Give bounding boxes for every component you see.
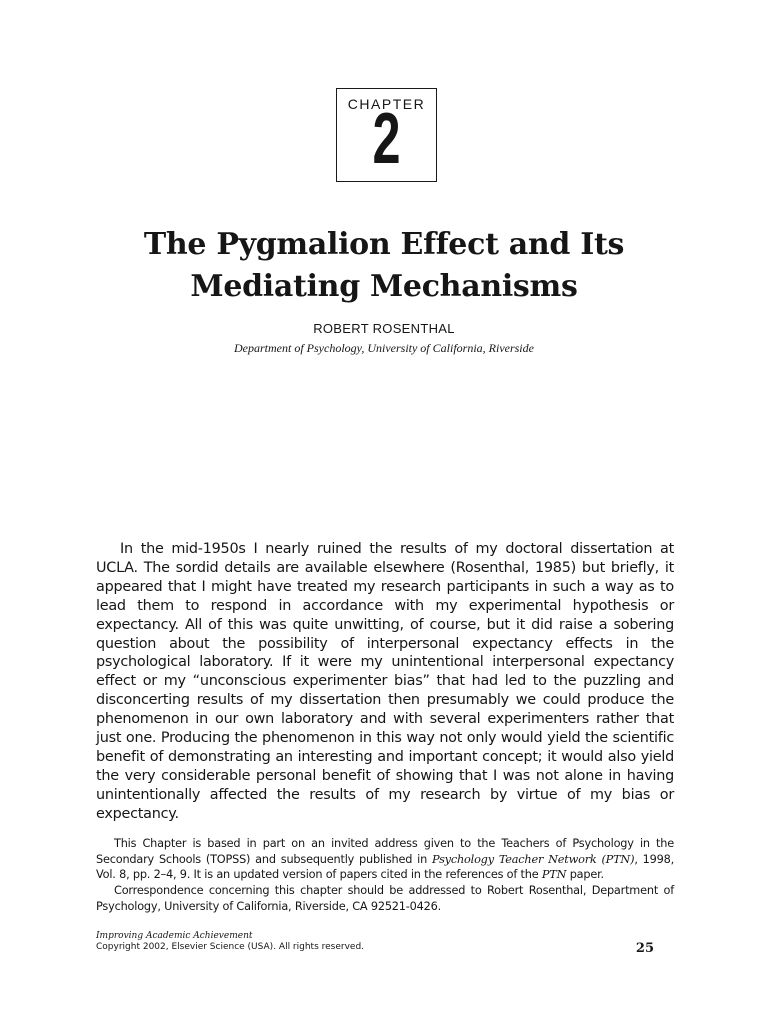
correspondence-note: Correspondence concerning this chapter should be addressed to Robert Rosenthal, Department of Psychology, University of California, Riverside, CA 92521-0426. — [96, 884, 674, 913]
chapter-number: 2 — [372, 99, 401, 179]
chapter-note-text-b: , 1998, Vol. 8, pp. 2–4, 9. It is an updated version of papers cited in the references of the — [96, 852, 674, 881]
chapter-title-line-2: Mediating Mechanisms — [190, 269, 578, 304]
body-paragraph: In the mid-1950s I nearly ruined the results of my doctoral dissertation at UCLA. The sordid details are available elsewhere (Rosenthal, 1985) but briefly, it appeared that I might have treated my research participants in such a way as to lead them to respond in accordance with my experimental hypothesis or expectancy. All of this was quite unwitting, of course, but it did raise a sobering question about the possibility of interpersonal expectancy effects in the psychological laboratory. If it were my unintentional interpersonal expectancy effect or my “unconscious experimenter bias” that had led to the puzzling and disconcerting results of my dissertation then presumably we could produce the phenomenon in our own laboratory and with several experimenters rather that just one. Producing the phenomenon in this way not only would yield the scientific benefit of demonstrating an interesting and important concept; it would also yield the very considerable personal benefit of showing that I was not alone in having unintentionally affected the results of my research by virtue of my bias or expectancy. — [96, 541, 674, 822]
chapter-note-ptn: PTN — [541, 868, 567, 881]
chapter-note-journal: Psychology Teacher Network (PTN) — [431, 852, 635, 866]
chapter-title — [100, 224, 668, 308]
chapter-box — [336, 88, 437, 182]
chapter-note — [96, 836, 674, 883]
footer-copyright: Copyright 2002, Elsevier Science (USA). All rights reserved. — [96, 942, 365, 952]
author-name: ROBERT ROSENTHAL — [313, 321, 455, 336]
chapter-note-text-a: This Chapter is based in part on an invited address given to the Teachers of Psychology in the Secondary Schools (TOPSS) and subsequently published in — [96, 837, 674, 866]
author-affiliation: Department of Psychology, University of California, Riverside — [234, 341, 534, 355]
footer-journal-title: Improving Academic Achievement — [96, 931, 253, 941]
page-number: 25 — [635, 941, 654, 956]
chapter-title-line-1: The Pygmalion Effect and Its — [143, 227, 625, 262]
chapter-label: CHAPTER — [347, 96, 426, 112]
chapter-note-text-c: paper. — [566, 868, 604, 881]
